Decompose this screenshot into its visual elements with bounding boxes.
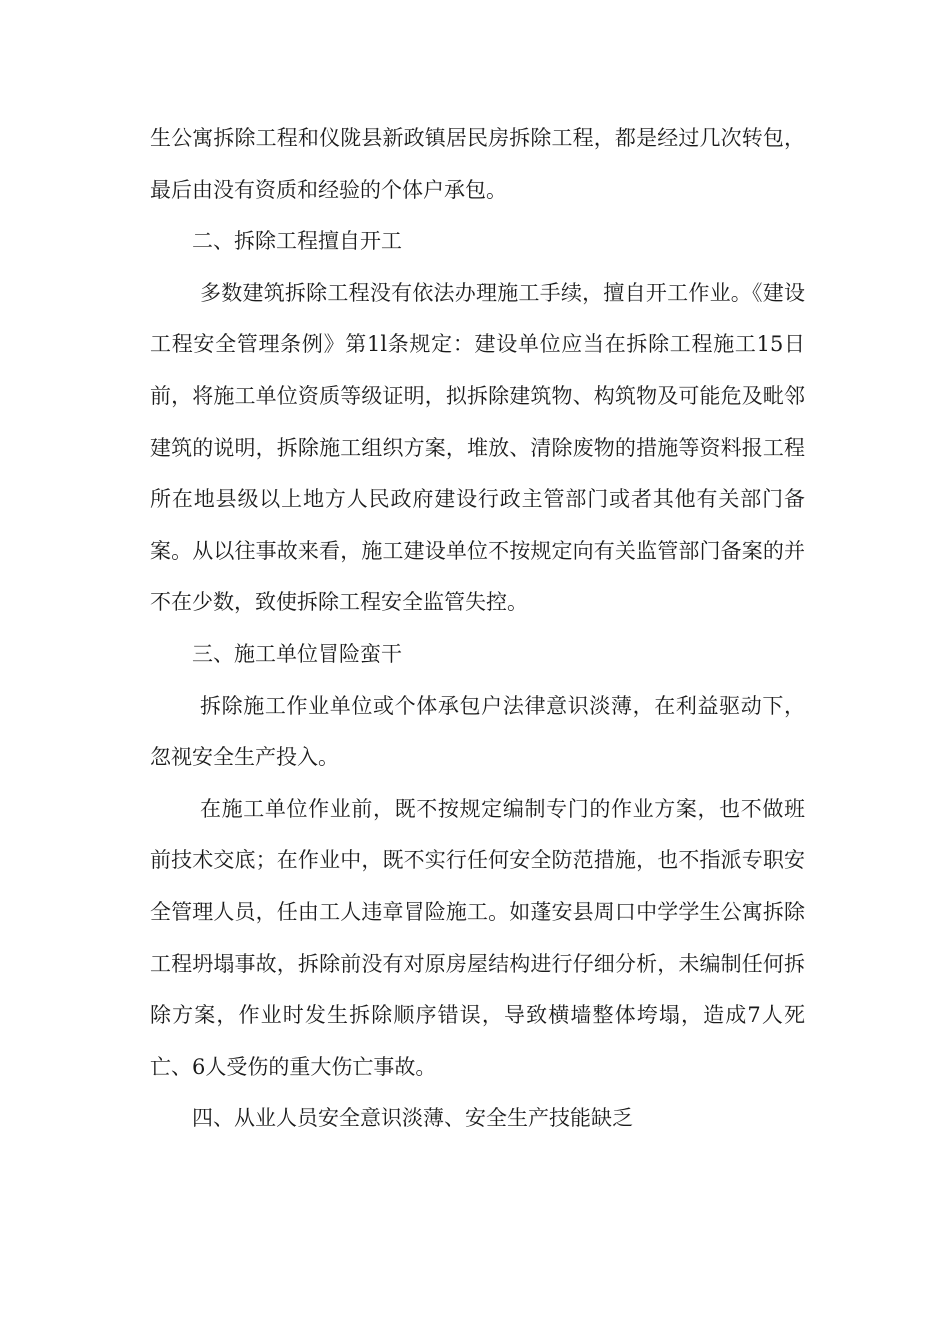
paragraph-accident-example: 在施工单位作业前，既不按规定编制专门的作业方案，也不做班前技术交底；在作业中，既不实行任何安全防范措施，也不指派专职安全管理人员，任由工人违章冒险施工。如蓬安县周口中学学生公寓拆除工程坍塌事故，拆除前没有对原房屋结构进行仔细分析，未编制任何拆除方案，作业时发生拆除顺序错误，导致横墙整体垮塌，造成7人死亡、6人受伤的重大伤亡事故。 [150,796,805,1079]
section-heading-4: 四、从业人员安全意识淡薄、安全生产技能缺乏 [192,1106,633,1131]
paragraph-legal-awareness: 拆除施工作业单位或个体承包户法律意识淡薄，在利益驱动下，忽视安全生产投入。 [150,693,805,770]
document-body [150,113,805,1145]
section-heading-3: 三、施工单位冒险蛮干 [192,641,402,666]
paragraph-unauthorized-start: 多数建筑拆除工程没有依法办理施工手续，擅自开工作业。《建设工程安全管理条例》第1l条规定：建设单位应当在拆除工程施工15日前，将施工单位资质等级证明，拟拆除建筑物、构筑物及可能危及毗邻建筑的说明，拆除施工组织方案，堆放、清除废物的措施等资料报工程所在地县级以上地方人民政府建设行政主管部门或者其他有关部门备案。从以往事故来看，施工建设单位不按规定向有关监管部门备案的并不在少数，致使拆除工程安全监管失控。 [150,280,805,615]
paragraph-continuation: 生公寓拆除工程和仪陇县新政镇居民房拆除工程，都是经过几次转包，最后由没有资质和经验的个体户承包。 [150,126,805,202]
section-heading-2: 二、拆除工程擅自开工 [192,229,402,254]
